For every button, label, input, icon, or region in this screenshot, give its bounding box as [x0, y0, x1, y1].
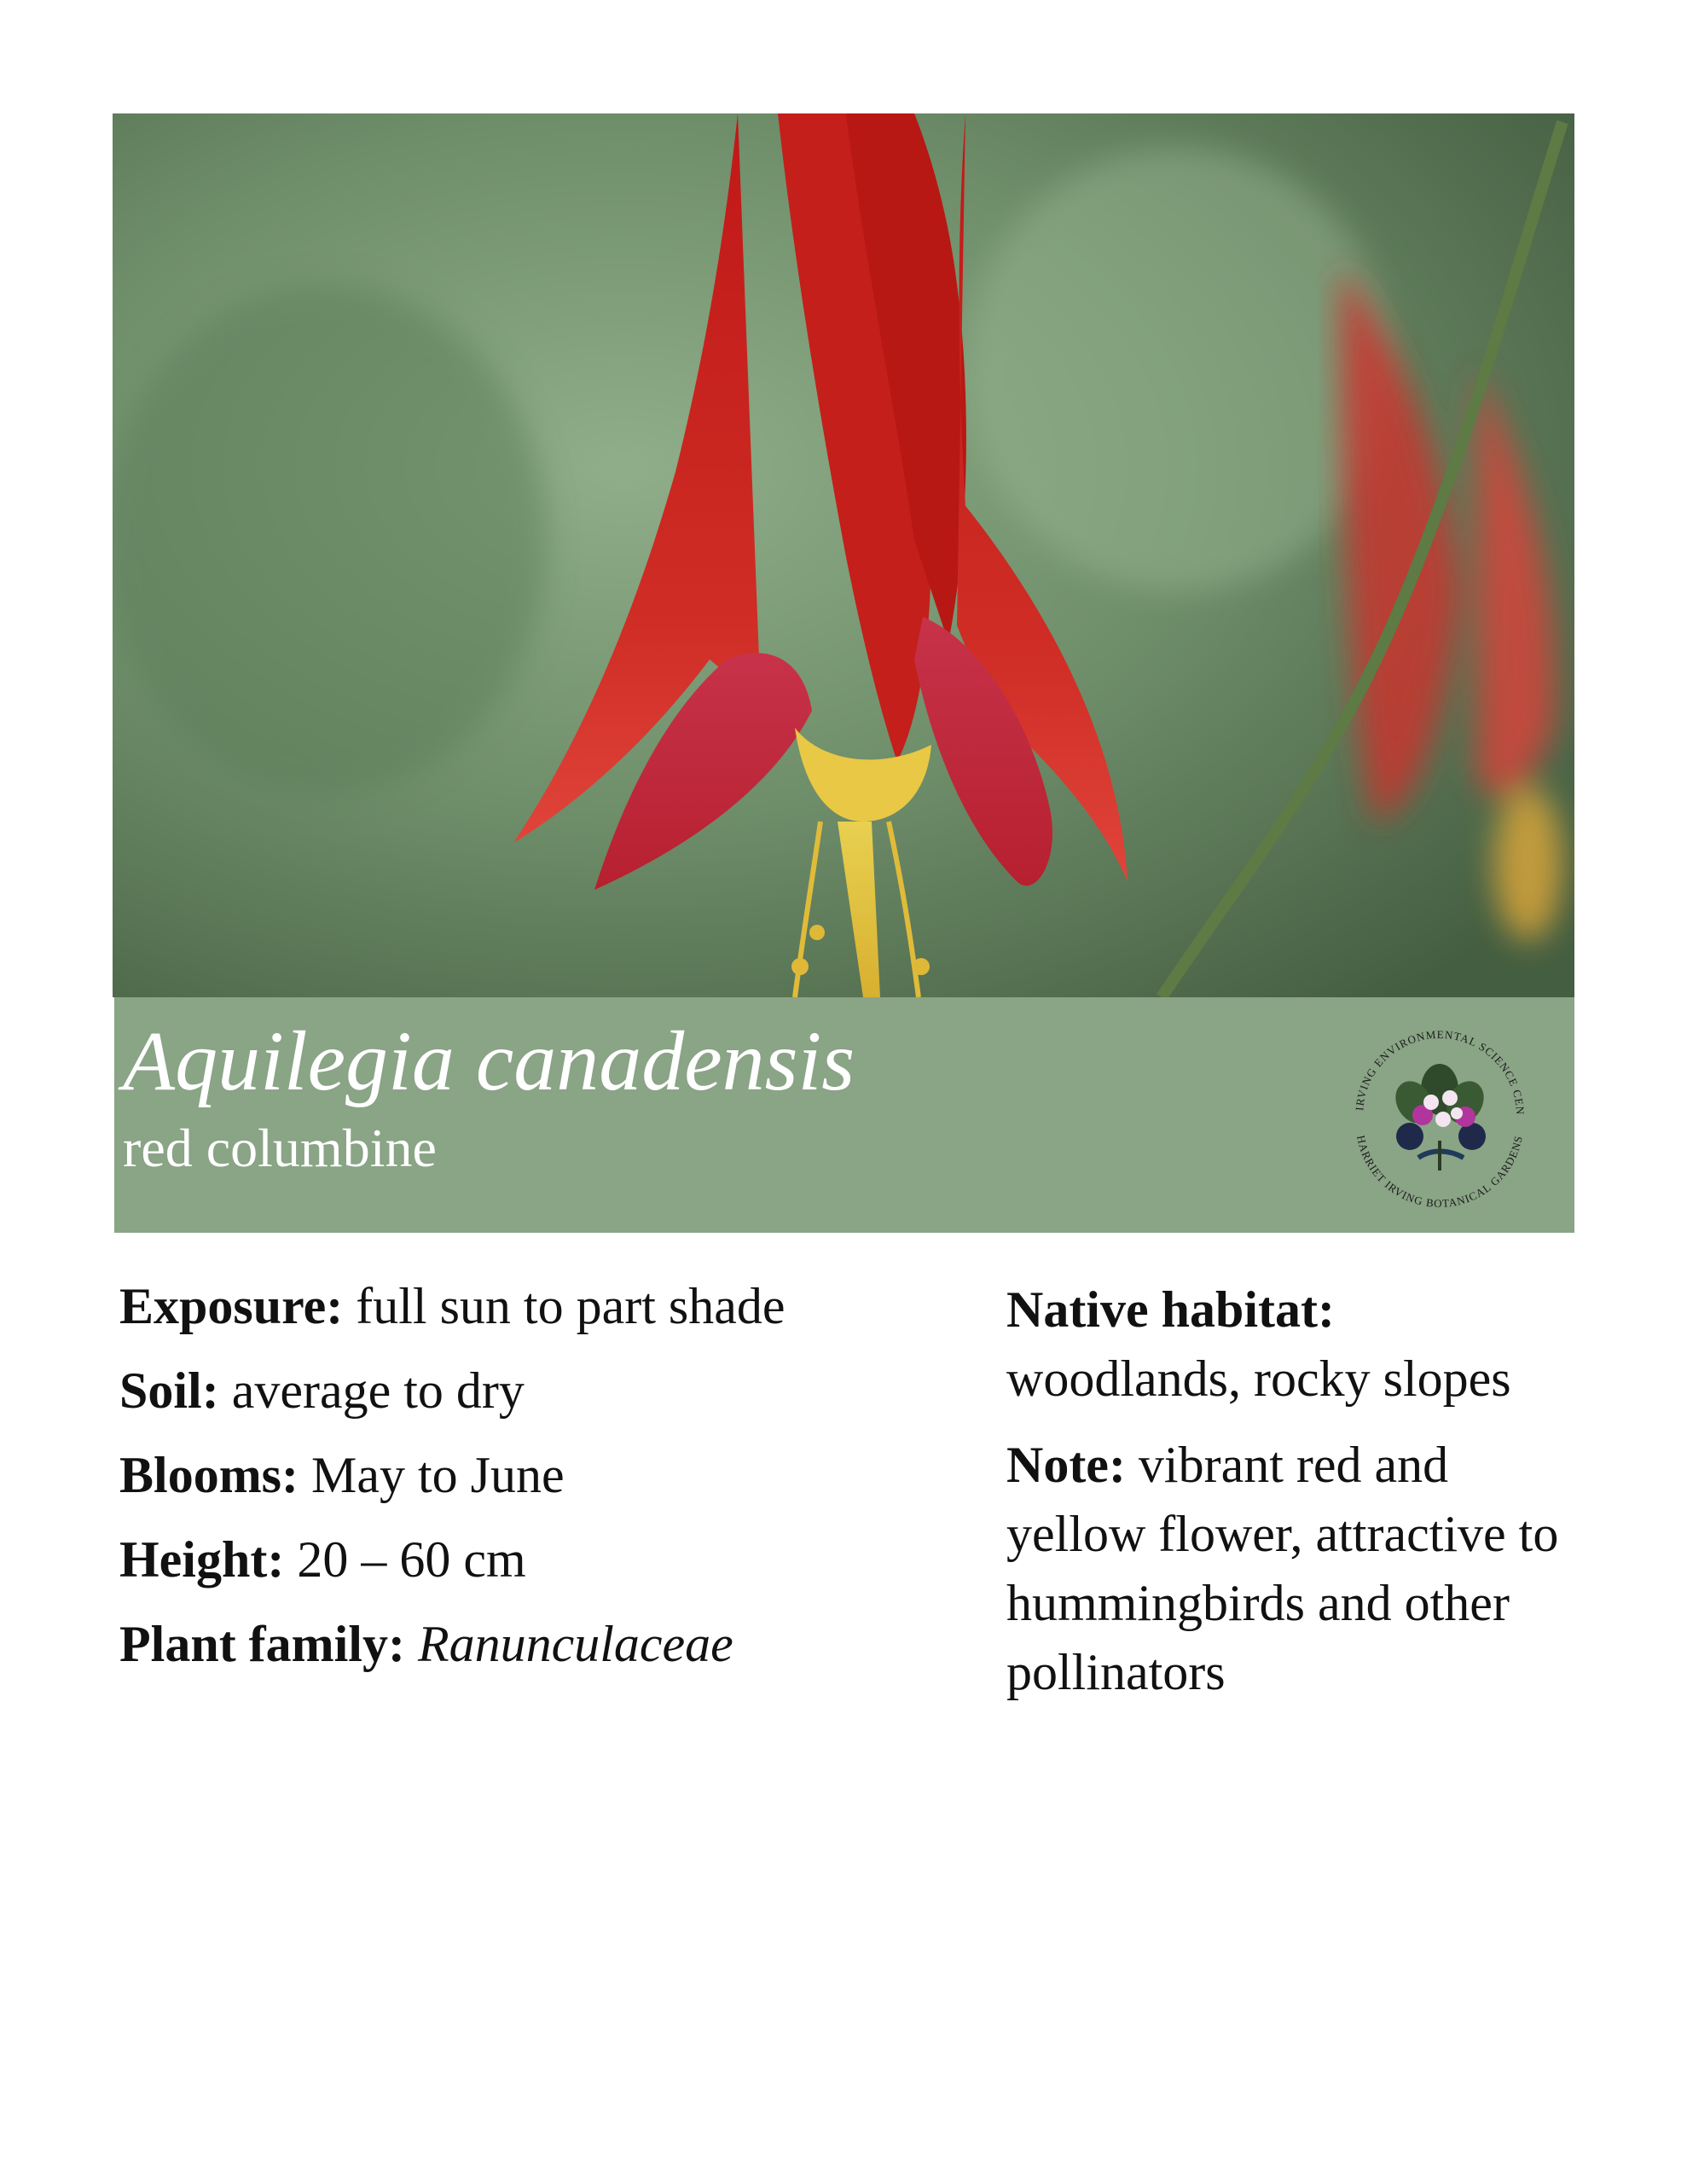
scientific-name: Aquilegia canadensis — [123, 1014, 855, 1108]
plant-photo — [113, 113, 1574, 997]
fact-value: woodlands, rocky slopes — [1006, 1350, 1511, 1407]
fact-value: Ranunculaceae — [417, 1616, 733, 1672]
fact-label: Height: — [119, 1531, 285, 1588]
fact-exposure — [119, 1275, 938, 1337]
fact-value: vibrant red and yellow flower, attractive to hummingbirds and other pollinators — [1006, 1437, 1559, 1700]
fact-value: average to dry — [231, 1362, 525, 1419]
fact-blooms — [119, 1444, 938, 1506]
fact-label: Native habitat: — [1006, 1281, 1335, 1338]
botanical-garden-seal-icon — [1337, 1013, 1542, 1217]
seal-text-bottom: HARRIET IRVING BOTANICAL GARDENS — [1354, 1134, 1525, 1211]
title-banner — [114, 997, 1574, 1233]
fact-value: full sun to part shade — [356, 1278, 786, 1334]
fact-note — [1006, 1431, 1586, 1707]
seal-text-top: IRVING ENVIRONMENTAL SCIENCE CEN — [1353, 1027, 1528, 1116]
facts-right-column — [1006, 1275, 1586, 1724]
fact-label: Plant family: — [119, 1616, 405, 1672]
fact-value: 20 – 60 cm — [297, 1531, 526, 1588]
fact-label: Blooms: — [119, 1447, 299, 1503]
facts-left-column — [119, 1275, 938, 1698]
common-name: red columbine — [123, 1118, 437, 1178]
fact-value: May to June — [311, 1447, 565, 1503]
fact-label: Exposure: — [119, 1278, 344, 1334]
red-columbine-flower-image — [113, 113, 1574, 997]
fact-native-habitat — [1006, 1275, 1586, 1414]
fact-label: Note: — [1006, 1437, 1126, 1493]
fact-label: Soil: — [119, 1362, 219, 1419]
fact-soil — [119, 1360, 938, 1421]
fact-height — [119, 1529, 938, 1590]
fact-plant-family — [119, 1613, 938, 1675]
